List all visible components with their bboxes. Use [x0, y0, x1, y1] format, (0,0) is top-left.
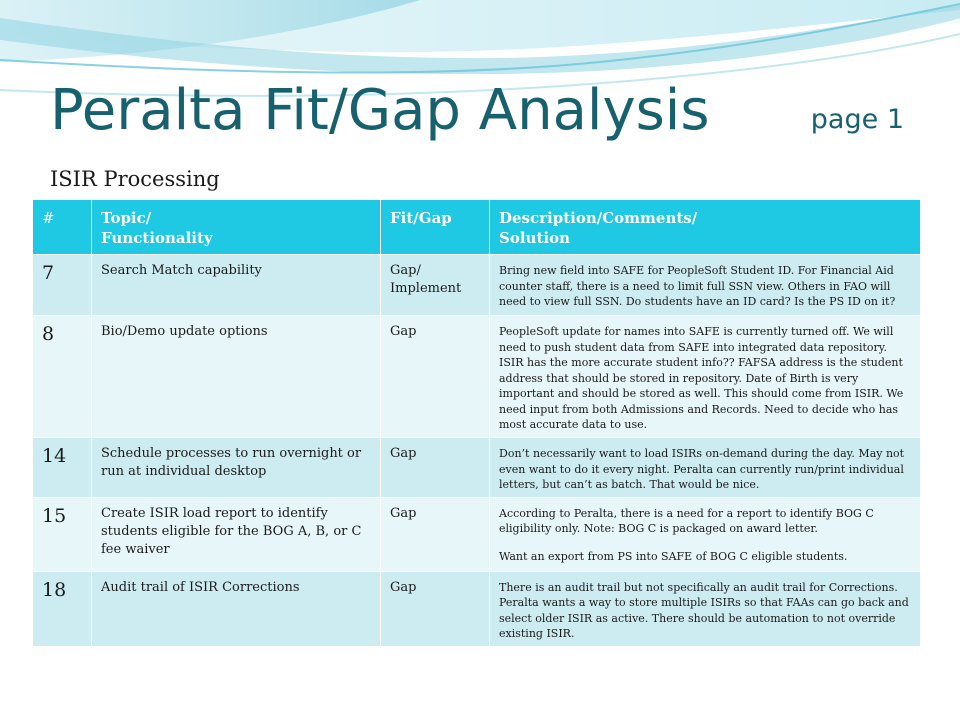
- row-fit-gap: Gap: [381, 316, 490, 438]
- table-row: [33, 438, 921, 498]
- row-description: There is an audit trail but not specifically an audit trail for Corrections. Peralta wants a way to store multiple ISIRs so that FAAs can go back and select older ISIR as active. There should be automation to not override existing ISIR.: [490, 571, 921, 646]
- row-fit-gap: Gap: [381, 438, 490, 498]
- section-subtitle: ISIR Processing: [50, 167, 220, 191]
- slide-title: Peralta Fit/Gap Analysis: [50, 78, 710, 143]
- header-fit-gap: Fit/Gap: [381, 200, 490, 255]
- header-topic: Topic/ Functionality: [92, 200, 381, 255]
- row-topic: Schedule processes to run overnight or run at individual desktop: [92, 438, 381, 498]
- page-label: page 1: [810, 104, 904, 135]
- row-description: Bring new field into SAFE for PeopleSoft Student ID. For Financial Aid counter staff, there is a need to limit full SSN view. Others in FAO will need to view full SSN. Do students have an ID card? Is the PS ID on it?: [490, 255, 921, 316]
- row-topic: Search Match capability: [92, 255, 381, 316]
- row-topic: Audit trail of ISIR Corrections: [92, 571, 381, 646]
- table-row: [33, 255, 921, 316]
- table-header-row: [33, 200, 921, 255]
- row-fit-gap: Gap: [381, 497, 490, 571]
- row-number: 8: [33, 316, 92, 438]
- row-number: 15: [33, 497, 92, 571]
- table-row: [33, 571, 921, 646]
- row-description: Don’t necessarily want to load ISIRs on-demand during the day. May not even want to do it every night. Peralta can currently run/print individual letters, but can’t as batch. That would be nice.: [490, 438, 921, 498]
- row-topic: Create ISIR load report to identify students eligible for the BOG A, B, or C fee waiver: [92, 497, 381, 571]
- table-row: [33, 316, 921, 438]
- header-description: Description/Comments/ Solution: [490, 200, 921, 255]
- row-fit-gap: Gap/ Implement: [381, 255, 490, 316]
- header-number: #: [33, 200, 92, 255]
- row-description: According to Peralta, there is a need for a report to identify BOG C eligibility only. Note: BOG C is packaged on award letter. Want an export from PS into SAFE of BOG C eligible students.: [490, 497, 921, 571]
- row-description: PeopleSoft update for names into SAFE is currently turned off. We will need to push student data from SAFE into integrated data repository. ISIR has the more accurate student info?? FAFSA address is the student address that should be stored in repository. Date of Birth is very important and should be stored as well. This should come from ISIR. We need input from both Admissions and Records. Need to decide who has most accurate data to use.: [490, 316, 921, 438]
- fit-gap-table: [32, 199, 921, 647]
- row-number: 14: [33, 438, 92, 498]
- table-row: [33, 497, 921, 571]
- row-number: 7: [33, 255, 92, 316]
- row-number: 18: [33, 571, 92, 646]
- row-topic: Bio/Demo update options: [92, 316, 381, 438]
- row-fit-gap: Gap: [381, 571, 490, 646]
